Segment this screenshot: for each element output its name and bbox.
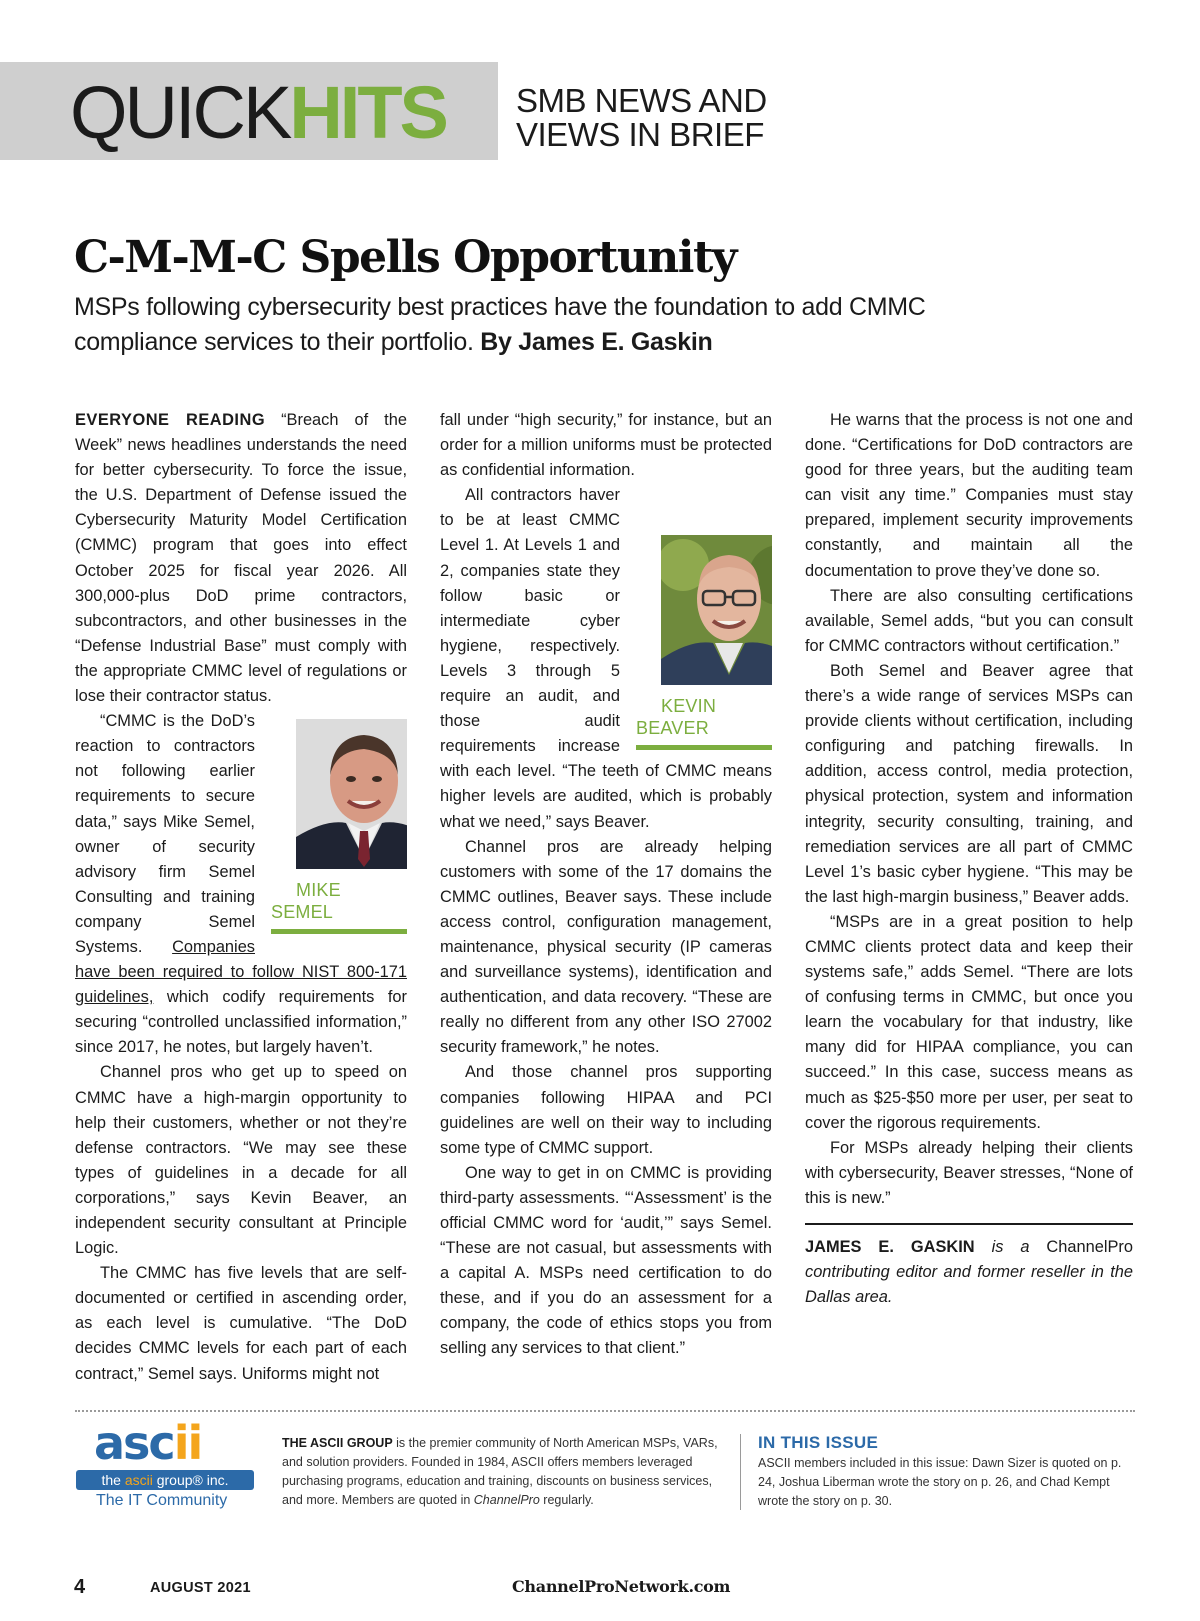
bio-divider	[805, 1223, 1133, 1225]
article-headline: C-M-M-C Spells Opportunity	[74, 232, 736, 283]
mike-semel-image	[296, 719, 407, 869]
logo-bar-text: inc.	[206, 1472, 229, 1488]
paragraph-text: “Breach of the Week” news headlines understands the need for better cybersecurity. To force the issue, the U.S. Department of Defense issued the Cybersecurity Maturity Model Certification (CMMC) program that goes into effect October 2025 for fiscal year 2026. All 300,000-plus DoD prime contractors, subcontractors, and other businesses in the “Defense Industrial Base” must comply with the appropriate CMMC level of regulations or lose their contractor status.	[75, 411, 407, 706]
portrait-kevin-beaver	[636, 535, 772, 685]
deck-text: MSPs following cybersecurity best practices have the foundation to add CMMC compliance services to their portfolio.	[74, 293, 926, 356]
paragraph	[75, 709, 407, 1060]
logo-word-accent: ii	[173, 1416, 202, 1470]
paragraph: Both Semel and Beaver agree that there’s a wide range of services MSPs can provide clients without certification, including configuring and patching firewalls. In addition, access control, media protection, physical protection, system and information integrity, security consulting, training, and remediation services are all part of CMMC Level 1’s basic cyber hygiene. “This may be the last high-margin business,” Beaver adds.	[805, 661, 1133, 906]
paragraph-text: All contractors haver to be at least CMMC Level 1. At Levels 1 and 2, companies state they follow basic or intermediate cyber hygiene, respectively. Levels 3 through 5 require an audit, and those audit requirements increase with each level. “The teeth of CMMC means higher levels are audited, which is probably what we need,” says Beaver.	[440, 486, 772, 831]
blurb-magazine: ChannelPro	[473, 1493, 540, 1507]
author-bio	[805, 1235, 1133, 1310]
inline-link[interactable]: Companies have been required to follow NIST 800-171 guidelines,	[75, 937, 407, 1007]
lead-in: EVERYONE READING	[75, 411, 266, 429]
ascii-name: THE ASCII GROUP	[282, 1436, 393, 1450]
bio-author-name: JAMES E. GASKIN	[805, 1238, 975, 1256]
tagline-line-1: SMB NEWS AND	[516, 82, 767, 119]
ascii-logo-tagline: The IT Community	[96, 1492, 228, 1509]
vertical-divider	[740, 1434, 741, 1510]
caption-kevin-beaver: KEVIN BEAVER	[636, 685, 772, 750]
paragraph	[75, 408, 407, 709]
bio-text: contributing editor and former reseller in the Dallas area.	[805, 1263, 1133, 1307]
tagline-line-2: VIEWS IN BRIEF	[516, 116, 764, 153]
paragraph: fall under “high security,” for instance, but an order for a million uniforms must be protected as confidential information.	[440, 411, 772, 480]
caption-mike-semel: MIKE SEMEL	[271, 869, 407, 934]
paragraph: He warns that the process is not one and done. “Certifications for DoD contractors are good for three years, but the auditing team can visit any time.” Companies must stay prepared, implement security improvements constantly, and maintain all the documentation to prove they’ve done so.	[805, 411, 1133, 580]
footer-website[interactable]: ChannelProNetwork.com	[512, 1577, 731, 1596]
article-column-3	[805, 408, 1133, 1310]
blurb-text: is the premier community of North American MSPs, VARs, and solution providers. Founded in 1984, ASCII offers members leveraged purchasing programs, education and training, discounts on business services, and more. Members are quoted in	[282, 1436, 718, 1507]
paragraph: Channel pros are already helping customers with some of the 17 domains the CMMC outlines, Beaver says. These include access control, configuration management, maintenance, physical security (IP cameras and surveillance systems), identification and authentication, and data recovery. “These are really no different from any other ISO 27002 security framework,” he notes.	[440, 837, 772, 1057]
logo-bar-text: the	[101, 1472, 121, 1488]
paragraph: For MSPs already helping their clients with cybersecurity, Beaver stresses, “None of this is new.”	[805, 1138, 1133, 1207]
paragraph: And those channel pros supporting companies following HIPAA and PCI guidelines are well on their way to including some type of CMMC support.	[440, 1063, 772, 1157]
paragraph: The CMMC has five levels that are self-documented or certified in ascending order, as each level is cumulative. “The DoD decides CMMC levels for each part of each contract,” Semel says. Uniforms might not	[75, 1264, 407, 1383]
ascii-group-blurb	[282, 1434, 722, 1510]
page-number: 4	[74, 1576, 86, 1598]
logo-bar-text: group	[156, 1472, 193, 1488]
issue-date: AUGUST 2021	[150, 1580, 251, 1596]
byline: By James E. Gaskin	[480, 328, 713, 356]
portrait-mike-semel	[271, 719, 407, 869]
photo-mike-semel	[271, 719, 407, 934]
in-this-issue-text: ASCII members included in this issue: Dawn Sizer is quoted on p. 24, Joshua Liberman wrote the story on p. 26, and Chad Kempt wrote the story on p. 30.	[758, 1456, 1122, 1508]
paragraph: There are also consulting certifications available, Semel adds, “but you can consult for CMMC contractors without certification.”	[805, 586, 1133, 655]
logo-word: asc	[94, 1416, 174, 1470]
quickhits-logo	[70, 58, 446, 168]
bio-magazine: ChannelPro	[1046, 1238, 1133, 1256]
paragraph-text: “CMMC is the DoD’s reaction to contractors not following earlier requirements to secure data,” says Mike Semel, owner of security advisory firm Semel Consulting and training company Semel Systems.	[75, 712, 255, 956]
paragraph: “MSPs are in a great position to help CMMC clients protect data and keep their systems safe,” adds Semel. “There are lots of confusing terms in CMMC, but once you learn the vocabulary for that industry, like many did for HIPAA compliance, you can succeed.” In this case, success means as much as $25-$50 more per user, per seat to cover the rigorous requirements.	[805, 912, 1133, 1132]
in-this-issue-title: IN THIS ISSUE	[758, 1433, 879, 1452]
logo-hits: HITS	[289, 71, 446, 154]
kevin-beaver-image	[661, 535, 772, 685]
ascii-logo-wordmark	[94, 1416, 201, 1470]
article-column-2	[440, 408, 772, 1362]
ascii-logo-bar: the ascii group® inc.	[76, 1470, 254, 1490]
bio-text: is a	[991, 1238, 1030, 1256]
paragraph: Channel pros who get up to speed on CMMC have a high-margin opportunity to help their customers, whether or not they’re defense contractors. “We may see these types of guidelines in a decade for all corporations,” says Kevin Beaver, an independent security consultant at Principle Logic.	[75, 1063, 407, 1258]
in-this-issue	[758, 1432, 1138, 1511]
article-deck	[74, 290, 974, 360]
banner-tagline	[516, 84, 767, 152]
paragraph-text: which codify requirements for securing “controlled unclassified information,” since 2017, he notes, but largely haven’t.	[75, 988, 407, 1057]
dotted-divider	[75, 1410, 1135, 1412]
paragraph: One way to get in on CMMC is providing third-party assessments. “‘Assessment’ is the official CMMC word for ‘audit,’” says Semel. “These are not casual, but assessments with a capital A. MSPs need certification to do these, and if you do an assessment for a company, the code of ethics stops you from selling any services to that client.”	[440, 1163, 772, 1358]
ascii-group-logo	[76, 1416, 256, 1510]
article-column-1	[75, 408, 407, 1387]
logo-quick: QUICK	[70, 71, 290, 154]
blurb-text: regularly.	[543, 1493, 594, 1507]
paragraph	[440, 483, 772, 834]
logo-bar-accent: ascii	[124, 1472, 153, 1488]
photo-kevin-beaver	[636, 535, 772, 750]
